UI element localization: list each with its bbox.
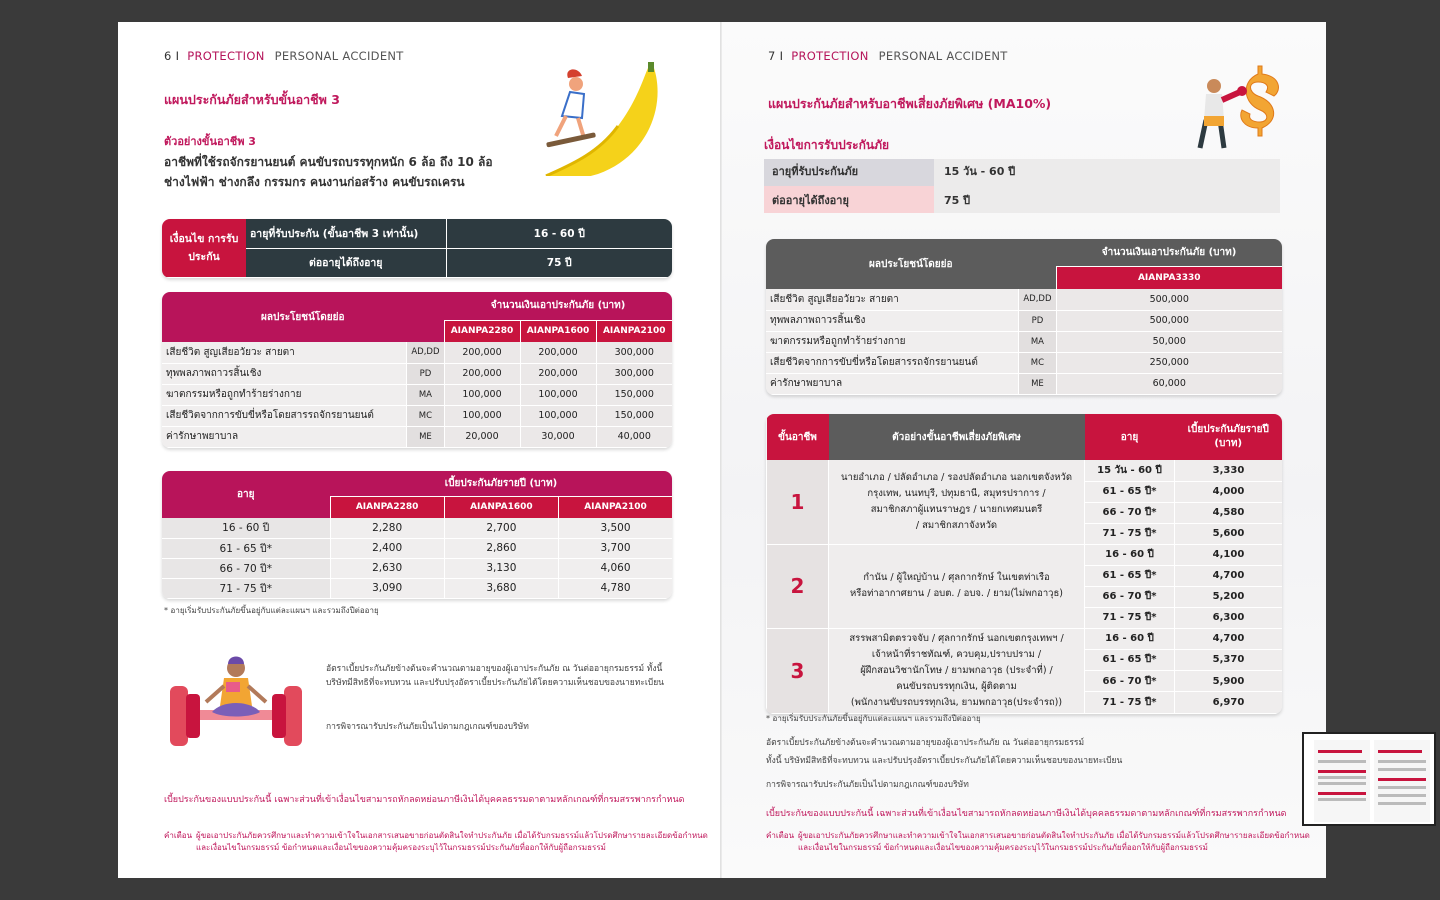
- section-label: PROTECTION: [791, 49, 869, 63]
- benefit-value: 250,000: [1056, 352, 1282, 373]
- risk-row: [767, 628, 1283, 649]
- premium-value: 2,700: [444, 518, 558, 538]
- benefit-row: [766, 352, 1282, 373]
- premium-value: 3,700: [559, 538, 672, 558]
- rate-paragraph-1: อัตราเบี้ยประกันภัยข้างต้นจะคำนวณตามอายุของผู้เอาประกันภัย ณ วันต่ออายุกรมธรรม์: [766, 738, 1085, 748]
- benefit-value: 200,000: [520, 342, 596, 363]
- benefit-value: 300,000: [596, 363, 672, 384]
- risk-premium: 4,700: [1175, 628, 1283, 649]
- benefit-value: 100,000: [444, 384, 520, 405]
- age-range-label: อายุที่รับประกัน (ขั้นอาชีพ 3 เท่านั้น): [246, 219, 446, 248]
- premium-value: 4,060: [559, 558, 672, 578]
- premium-head: เบี้ยประกันภัยรายปี (บาท): [330, 471, 672, 496]
- renew-age-value: 75 ปี: [934, 186, 1280, 213]
- yoga-dumbbell-illustration: [166, 652, 306, 762]
- age-range-value: 16 - 60 ปี: [446, 219, 672, 248]
- premium-value: 3,130: [444, 558, 558, 578]
- risk-example-line: สรรพสามิตตรวจจับ / ศุลกากรักษ์ นอกเขตกรุงเทพฯ /: [849, 632, 1064, 644]
- risk-class-table: [766, 414, 1282, 714]
- benefit-code: PD: [1019, 310, 1056, 331]
- premium-value: 2,630: [330, 558, 444, 578]
- risk-age: 61 - 65 ปี*: [1085, 649, 1175, 670]
- benefit-value: 500,000: [1056, 310, 1282, 331]
- tax-note: เบี้ยประกันของแบบประกันนี้ เฉพาะส่วนที่เข้าเงื่อนไขสามารถหักลดหย่อนภาษีเงินได้บุคคลธรรมดาตามหลักเกณฑ์ที่กรมสรรพากรกำหนด: [164, 795, 685, 805]
- rate-paragraph: อัตราเบี้ยประกันภัยข้างต้นจะคำนวณตามอายุของผู้เอาประกันภัย ณ วันต่ออายุกรมธรรม์ ทั้งนี้ บริษัทมีสิทธิที่จะทบทวน และปรับปรุงอัตราเบี้ยประกันภัยได้โดยความเห็นชอบของนายทะเบียน: [326, 664, 664, 688]
- benefit-label: เสียชีวิต สูญเสียอวัยวะ สายตา: [766, 289, 1019, 310]
- risk-premium: 4,100: [1175, 544, 1283, 565]
- risk-class: 1: [767, 460, 829, 544]
- risk-age: 16 - 60 ปี: [1085, 544, 1175, 565]
- benefit-code: ME: [407, 426, 444, 447]
- benefit-code: AD,DD: [407, 342, 444, 363]
- sum-insured-head: จำนวนเงินเอาประกันภัย (บาท): [444, 292, 672, 320]
- example-title: ตัวอย่างขั้นอาชีพ 3: [164, 135, 256, 148]
- risk-age: 16 - 60 ปี: [1085, 628, 1175, 649]
- benefit-value: 50,000: [1056, 331, 1282, 352]
- page-header: [768, 49, 1008, 63]
- risk-age: 61 - 65 ปี*: [1085, 481, 1175, 502]
- warning-line-2: และเงื่อนไขในกรมธรรม์ ข้อกำหนดและเงื่อนไขของความคุ้มครองระบุไว้ในกรมธรรม์ประกันภัยที่ออกให้กับผู้ถือกรมธรรม์: [798, 843, 1208, 852]
- premium-age: 66 - 70 ปี*: [162, 558, 330, 578]
- benefit-table: [162, 292, 672, 448]
- risk-premium: 3,330: [1175, 460, 1283, 481]
- benefit-code: MA: [1019, 331, 1056, 352]
- plan-col-2: AIANPA1600: [520, 320, 596, 342]
- page-number: 6 I: [164, 49, 180, 63]
- section-label: PROTECTION: [187, 49, 265, 63]
- page-number: 7 I: [768, 49, 784, 63]
- risk-premium: 5,600: [1175, 523, 1283, 544]
- plan-col-1: AIANPA2280: [444, 320, 520, 342]
- premium-plan-3: AIANPA2100: [559, 496, 672, 518]
- risk-example-line: กรุงเทพ, นนทบุรี, ปทุมธานี, สมุทรปราการ /: [867, 487, 1046, 499]
- premium-value: 2,400: [330, 538, 444, 558]
- premium-value: 4,780: [559, 578, 672, 598]
- benefit-value: 100,000: [444, 405, 520, 426]
- benefit-value: 300,000: [596, 342, 672, 363]
- example-line-1: อาชีพที่ใช้รถจักรยานยนต์ คนขับรถบรรทุกหนัก 6 ล้อ ถึง 10 ล้อ: [164, 155, 493, 169]
- benefit-code: PD: [407, 363, 444, 384]
- benefit-row: [766, 310, 1282, 331]
- condition-head: เงื่อนไข การรับประกัน: [162, 219, 246, 277]
- warning-label: คำเตือน: [164, 831, 193, 840]
- risk-example-line: หรือท่าอากาศยาน / อบต. / อบจ. / ยาม(ไม่พกอาวุธ): [850, 588, 1063, 599]
- premium-table: [162, 471, 672, 599]
- risk-row: [767, 544, 1283, 565]
- sum-insured-head: จำนวนเงินเอาประกันภัย (บาท): [1056, 239, 1282, 267]
- class-head: ขั้นอาชีพ: [767, 414, 829, 460]
- benefit-value: 200,000: [444, 363, 520, 384]
- warning-line-1: ผู้ขอเอาประกันภัยควรศึกษาและทำความเข้าใจในเอกสารเสนอขายก่อนตัดสินใจทำประกันภัย เมื่อได้รับกรมธรรม์แล้วโปรดศึกษารายละเอียดข้อกำหนด: [196, 831, 708, 840]
- benefit-label: ฆาตกรรมหรือถูกทำร้ายร่างกาย: [162, 384, 407, 405]
- benefit-label: ค่ารักษาพยาบาล: [766, 373, 1019, 394]
- age-range-value: 15 วัน - 60 ปี: [934, 159, 1280, 186]
- benefit-value: 200,000: [444, 342, 520, 363]
- benefit-row: [162, 426, 672, 447]
- benefit-value: 100,000: [520, 405, 596, 426]
- footnote: * อายุเริ่มรับประกันภัยขึ้นอยู่กับแต่ละแผนฯ และรวมถึงปีต่ออายุ: [766, 714, 981, 723]
- benefit-value: 150,000: [596, 405, 672, 426]
- risk-examples: [829, 628, 1085, 713]
- age-head: อายุ: [1085, 414, 1175, 460]
- benefit-value: 100,000: [520, 384, 596, 405]
- subsection-label: PERSONAL ACCIDENT: [878, 49, 1008, 63]
- risk-premium: 4,700: [1175, 565, 1283, 586]
- renew-age-value: 75 ปี: [446, 248, 672, 277]
- premium-plan-2: AIANPA1600: [444, 496, 558, 518]
- premium-row: [162, 558, 672, 578]
- benefit-row: [766, 289, 1282, 310]
- risk-class: 2: [767, 544, 829, 628]
- benefit-row: [162, 384, 672, 405]
- premium-row: [162, 538, 672, 558]
- page-header: [164, 49, 404, 63]
- warning-label: คำเตือน: [766, 831, 795, 840]
- risk-premium: 5,370: [1175, 649, 1283, 670]
- premium-plan-1: AIANPA2280: [330, 496, 444, 518]
- right-benefit-table: [766, 239, 1282, 395]
- underwriting-paragraph: การพิจารณารับประกันภัยเป็นไปตามกฎเกณฑ์ของบริษัท: [326, 722, 529, 732]
- premium-value: 3,090: [330, 578, 444, 598]
- warning-line-1: ผู้ขอเอาประกันภัยควรศึกษาและทำความเข้าใจในเอกสารเสนอขายก่อนตัดสินใจทำประกันภัย เมื่อได้รับกรมธรรม์แล้วโปรดศึกษารายละเอียดข้อกำหนด: [798, 831, 1310, 840]
- premium-age: 71 - 75 ปี*: [162, 578, 330, 598]
- risk-age: 15 วัน - 60 ปี: [1085, 460, 1175, 481]
- benefit-label: เสียชีวิต สูญเสียอวัยวะ สายตา: [162, 342, 407, 363]
- benefit-row: [162, 405, 672, 426]
- benefit-label: ทุพพลภาพถาวรสิ้นเชิง: [162, 363, 407, 384]
- benefit-row: [162, 342, 672, 363]
- risk-example-line: นายอำเภอ / ปลัดอำเภอ / รองปลัดอำเภอ นอกเขตจังหวัด: [841, 471, 1072, 483]
- premium-head: เบี้ยประกันภัยรายปี (บาท): [1175, 414, 1283, 460]
- page-6: [118, 22, 722, 878]
- risk-class: 3: [767, 628, 829, 713]
- benefit-code: MC: [407, 405, 444, 426]
- risk-premium: 5,900: [1175, 671, 1283, 692]
- benefit-row: [162, 363, 672, 384]
- benefit-label: ทุพพลภาพถาวรสิ้นเชิง: [766, 310, 1019, 331]
- risk-premium: 6,970: [1175, 692, 1283, 713]
- premium-value: 3,500: [559, 518, 672, 538]
- benefit-code: AD,DD: [1019, 289, 1056, 310]
- boxer-dollar-illustration: [1188, 56, 1284, 152]
- risk-premium: 4,580: [1175, 502, 1283, 523]
- benefit-row: [766, 373, 1282, 394]
- age-head: อายุ: [162, 471, 330, 518]
- page-7: [722, 22, 1326, 878]
- tax-note: เบี้ยประกันของแบบประกันนี้ เฉพาะส่วนที่เข้าเงื่อนไขสามารถหักลดหย่อนภาษีเงินได้บุคคลธรรมดาตามหลักเกณฑ์ที่กรมสรรพากรกำหนด: [766, 809, 1287, 819]
- risk-example-line: / สมาชิกสภาจังหวัด: [915, 519, 998, 531]
- risk-example-line: (พนักงานขับรถบรรทุกเงิน, ยามพกอาวุธ(ประจำรถ)): [850, 696, 1063, 708]
- risk-premium: 6,300: [1175, 607, 1283, 628]
- benefit-code: MC: [1019, 352, 1056, 373]
- benefit-label: เสียชีวิตจากการขับขี่หรือโดยสารรถจักรยานยนต์: [766, 352, 1019, 373]
- risk-premium: 5,200: [1175, 586, 1283, 607]
- premium-value: 2,280: [330, 518, 444, 538]
- banana-skateboard-illustration: [538, 46, 668, 176]
- benefit-value: 150,000: [596, 384, 672, 405]
- condition-title: เงื่อนไขการรับประกันภัย: [764, 138, 890, 152]
- thumb-page-left: [1314, 740, 1370, 822]
- risk-examples: [829, 460, 1085, 544]
- premium-age: 16 - 60 ปี: [162, 518, 330, 538]
- risk-age: 71 - 75 ปี*: [1085, 523, 1175, 544]
- benefit-head: ผลประโยชน์โดยย่อ: [162, 292, 444, 342]
- benefit-head: ผลประโยชน์โดยย่อ: [766, 239, 1056, 289]
- premium-value: 2,860: [444, 538, 558, 558]
- example-line-2: ช่างไฟฟ้า ช่างกลึง กรรมกร คนงานก่อสร้าง คนขับรถเครน: [164, 175, 465, 189]
- benefit-value: 200,000: [520, 363, 596, 384]
- footnote: * อายุเริ่มรับประกันภัยขึ้นอยู่กับแต่ละแผนฯ และรวมถึงปีต่ออายุ: [164, 606, 379, 615]
- subsection-label: PERSONAL ACCIDENT: [274, 49, 404, 63]
- right-condition-table: [764, 159, 1280, 216]
- risk-age: 66 - 70 ปี*: [1085, 586, 1175, 607]
- plan-col-3: AIANPA2100: [596, 320, 672, 342]
- example-head: ตัวอย่างขั้นอาชีพเสี่ยงภัยพิเศษ: [829, 414, 1085, 460]
- renew-age-label: ต่ออายุได้ถึงอายุ: [764, 186, 934, 213]
- thumb-page-right: [1374, 740, 1430, 822]
- risk-example-line: คนขับรถบรรทุกเงิน, ผู้ติดตาม: [896, 680, 1017, 692]
- risk-example-line: สมาชิกสภาผู้แทนราษฎร / นายกเทศมนตรี: [870, 503, 1043, 515]
- benefit-value: 40,000: [596, 426, 672, 447]
- renew-age-label: ต่ออายุได้ถึงอายุ: [246, 248, 446, 277]
- premium-row: [162, 518, 672, 538]
- risk-age: 66 - 70 ปี*: [1085, 502, 1175, 523]
- risk-age: 71 - 75 ปี*: [1085, 607, 1175, 628]
- plan-title: แผนประกันภัยสำหรับขั้นอาชีพ 3: [164, 92, 340, 107]
- warning-line-2: และเงื่อนไขในกรมธรรม์ ข้อกำหนดและเงื่อนไขของความคุ้มครองระบุไว้ในกรมธรรม์ประกันภัยที่ออกให้กับผู้ถือกรมธรรม์: [196, 843, 606, 852]
- condition-table: [162, 219, 672, 278]
- risk-premium: 4,000: [1175, 481, 1283, 502]
- risk-age: 61 - 65 ปี*: [1085, 565, 1175, 586]
- benefit-value: 60,000: [1056, 373, 1282, 394]
- benefit-label: ฆาตกรรมหรือถูกทำร้ายร่างกาย: [766, 331, 1019, 352]
- risk-row: [767, 460, 1283, 481]
- underwriting-paragraph: การพิจารณารับประกันภัยเป็นไปตามกฎเกณฑ์ของบริษัท: [766, 780, 969, 790]
- page-thumbnail[interactable]: [1302, 732, 1436, 826]
- benefit-row: [766, 331, 1282, 352]
- benefit-code: MA: [407, 384, 444, 405]
- premium-age: 61 - 65 ปี*: [162, 538, 330, 558]
- risk-age: 71 - 75 ปี*: [1085, 692, 1175, 713]
- benefit-value: 30,000: [520, 426, 596, 447]
- risk-example-line: กำนัน / ผู้ใหญ่บ้าน / ศุลกากรักษ์ ในเขตท่าเรือ: [863, 572, 1050, 583]
- rate-paragraph-2: ทั้งนี้ บริษัทมีสิทธิที่จะทบทวน และปรับปรุงอัตราเบี้ยประกันภัยได้โดยความเห็นชอบของนายทะเบียน: [766, 756, 1123, 766]
- plan-title: แผนประกันภัยสำหรับอาชีพเสี่ยงภัยพิเศษ (MA10%): [768, 96, 1052, 111]
- benefit-label: ค่ารักษาพยาบาล: [162, 426, 407, 447]
- risk-examples: [829, 544, 1085, 628]
- benefit-value: 20,000: [444, 426, 520, 447]
- plan-col: AIANPA3330: [1056, 267, 1282, 289]
- benefit-label: เสียชีวิตจากการขับขี่หรือโดยสารรถจักรยานยนต์: [162, 405, 407, 426]
- risk-example-line: ผู้ฝึกสอนวิชานักโทษ / ยามพกอาวุธ (ประจำที่) /: [860, 664, 1053, 676]
- benefit-code: ME: [1019, 373, 1056, 394]
- premium-row: [162, 578, 672, 598]
- benefit-value: 500,000: [1056, 289, 1282, 310]
- age-range-label: อายุที่รับประกันภัย: [764, 159, 934, 186]
- risk-example-line: เจ้าหน้าที่ราชทัณฑ์, ควบคุม,ปราบปราม /: [871, 648, 1042, 660]
- premium-value: 3,680: [444, 578, 558, 598]
- risk-age: 66 - 70 ปี*: [1085, 671, 1175, 692]
